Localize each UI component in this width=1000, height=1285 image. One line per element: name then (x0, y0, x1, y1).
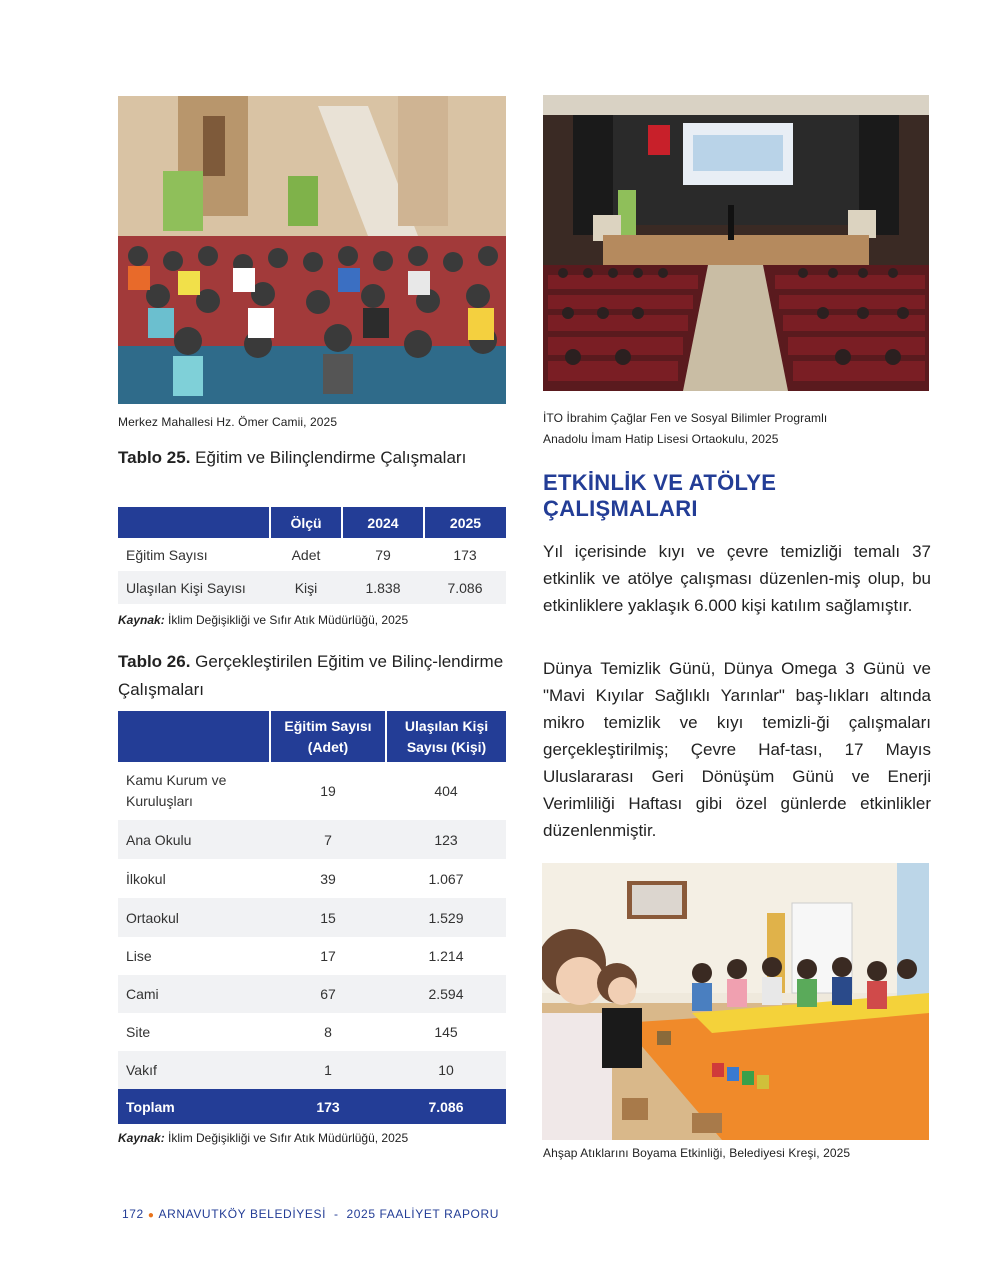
mosque-photo-caption: Merkez Mahallesi Hz. Ömer Camii, 2025 (118, 415, 338, 429)
table-row (118, 859, 506, 898)
table-cell: 7.086 (386, 1089, 506, 1124)
table25-source-text: İklim Değişikliği ve Sıfır Atık Müdürlüğü, 2025 (164, 613, 409, 627)
section-paragraph-2: Dünya Temizlik Günü, Dünya Omega 3 Günü ve "Mavi Kıyılar Sağlıklı Yarınlar" baş-lıkları altında mikro temizlik ve kıyı temizli-ği çalışmaları gerçekleştirilmiş; Çevre Haf-tası, 17 Mayıs Uluslararası Geri Dönüşüm Günü ve Enerji Verimliliği Haftası gibi özel günlerde etkinlikler düzenlenmiştir. (543, 659, 931, 840)
table26 (118, 711, 506, 1124)
table-cell: 2.594 (386, 975, 506, 1013)
table-row (118, 975, 506, 1013)
table26-source (118, 1131, 408, 1145)
table26-title-text: Gerçekleştirilen Eğitim ve Bilinç-lendirme Çalışmaları (118, 652, 504, 699)
table25-header-cell: Ölçü (270, 507, 342, 538)
table26-header-row (118, 711, 506, 762)
table25-header-cell (118, 507, 270, 538)
table25-title (118, 444, 508, 472)
footer-separator: - (333, 1207, 339, 1221)
table-cell: 7 (270, 820, 386, 859)
table-cell: 173 (270, 1089, 386, 1124)
school-hall-caption-line1: İTO İbrahim Çağlar Fen ve Sosyal Bilimler Programlı (543, 411, 828, 425)
table25 (118, 507, 506, 604)
table25-title-number: Tablo 25. (118, 448, 191, 467)
table-row (118, 571, 506, 604)
table-cell: 79 (375, 546, 391, 563)
table-cell: 1.529 (386, 898, 506, 937)
kindergarten-activity-photo (542, 863, 929, 1140)
table-cell: 39 (320, 870, 336, 887)
table-cell: Kamu Kurum ve Kuruluşları (126, 772, 227, 809)
table-cell: Ortaokul (118, 898, 270, 937)
table-cell: Ana Okulu (118, 820, 270, 859)
table-cell: Eğitim Sayısı (126, 546, 208, 563)
table26-source-label: Kaynak: (118, 1131, 165, 1145)
table-cell: Site (126, 1024, 151, 1040)
table-cell: 1 (270, 1051, 386, 1089)
table25-title-text: Eğitim ve Bilinçlendirme Çalışmaları (190, 448, 467, 467)
section-heading-line1: ETKİNLİK VE ATÖLYE (543, 470, 777, 495)
table-cell: 19 (320, 783, 336, 799)
section-paragraph-1: Yıl içerisinde kıyı ve çevre temizliği temalı 37 etkinlik ve atölye çalışması düzenlen-miş olup, bu etkinliklere yaklaşık 6.000 kişi katılım sağlamıştır. (543, 542, 931, 615)
table-cell: Vakıf (118, 1051, 270, 1089)
table26-title (118, 648, 508, 704)
table26-header-cell: Eğitim Sayısı (Adet) (270, 711, 386, 762)
table-cell: 10 (386, 1051, 506, 1089)
table26-source-text: İklim Değişikliği ve Sıfır Atık Müdürlüğü, 2025 (164, 1131, 409, 1145)
table-cell: 8 (324, 1024, 332, 1040)
page-number: 172 (122, 1207, 144, 1221)
table-cell: Kişi (270, 571, 342, 604)
table-cell: 1.838 (342, 571, 424, 604)
table-cell: Toplam (118, 1089, 270, 1124)
bullet-dot-icon: ● (147, 1210, 155, 1221)
table-row (118, 762, 506, 820)
table-cell: Cami (118, 975, 270, 1013)
table-cell: İlkokul (126, 870, 166, 887)
table-cell: 1.214 (428, 948, 464, 964)
table26-title-number: Tablo 26. (118, 652, 191, 671)
section-heading-line2: ÇALIŞMALARI (543, 496, 698, 521)
table26-header-cell: Ulaşılan Kişi Sayısı (Kişi) (386, 711, 506, 762)
table-cell: 1.067 (428, 870, 464, 887)
table25-source (118, 613, 408, 627)
footer-org: ARNAVUTKÖY BELEDİYESİ (158, 1207, 327, 1221)
table-row (118, 538, 506, 571)
table26-header-cell (118, 711, 270, 762)
table-cell: 15 (270, 898, 386, 937)
table-row (118, 820, 506, 859)
table25-header-cell: 2024 (342, 507, 424, 538)
section-heading (543, 470, 933, 522)
page-footer (122, 1207, 499, 1221)
table-row (118, 1013, 506, 1051)
table25-header-row (118, 507, 506, 538)
table-cell: 123 (386, 820, 506, 859)
table-row (118, 1051, 506, 1089)
table25-source-label: Kaynak: (118, 613, 165, 627)
school-hall-caption (543, 408, 827, 450)
table25-header-cell: 2025 (424, 507, 506, 538)
table-cell: 7.086 (424, 571, 506, 604)
table-row (118, 937, 506, 975)
table-cell: Lise (126, 948, 152, 964)
school-hall-caption-line2: Anadolu İmam Hatip Lisesi Ortaokulu, 2025 (543, 432, 779, 446)
kindergarten-photo-caption: Ahşap Atıklarını Boyama Etkinliği, Belediyesi Kreşi, 2025 (543, 1146, 851, 1160)
table-cell: 67 (270, 975, 386, 1013)
table-cell: Ulaşılan Kişi Sayısı (118, 571, 270, 604)
table26-total-row (118, 1089, 506, 1124)
school-hall-photo (543, 95, 929, 391)
table-cell: 404 (434, 783, 458, 799)
table-cell: Adet (291, 546, 321, 563)
table-cell: 173 (453, 546, 477, 563)
table-cell: 145 (434, 1024, 458, 1040)
footer-report: 2025 FAALİYET RAPORU (346, 1207, 500, 1221)
table-row (118, 898, 506, 937)
mosque-event-photo (118, 96, 506, 404)
table-cell: 17 (320, 948, 336, 964)
